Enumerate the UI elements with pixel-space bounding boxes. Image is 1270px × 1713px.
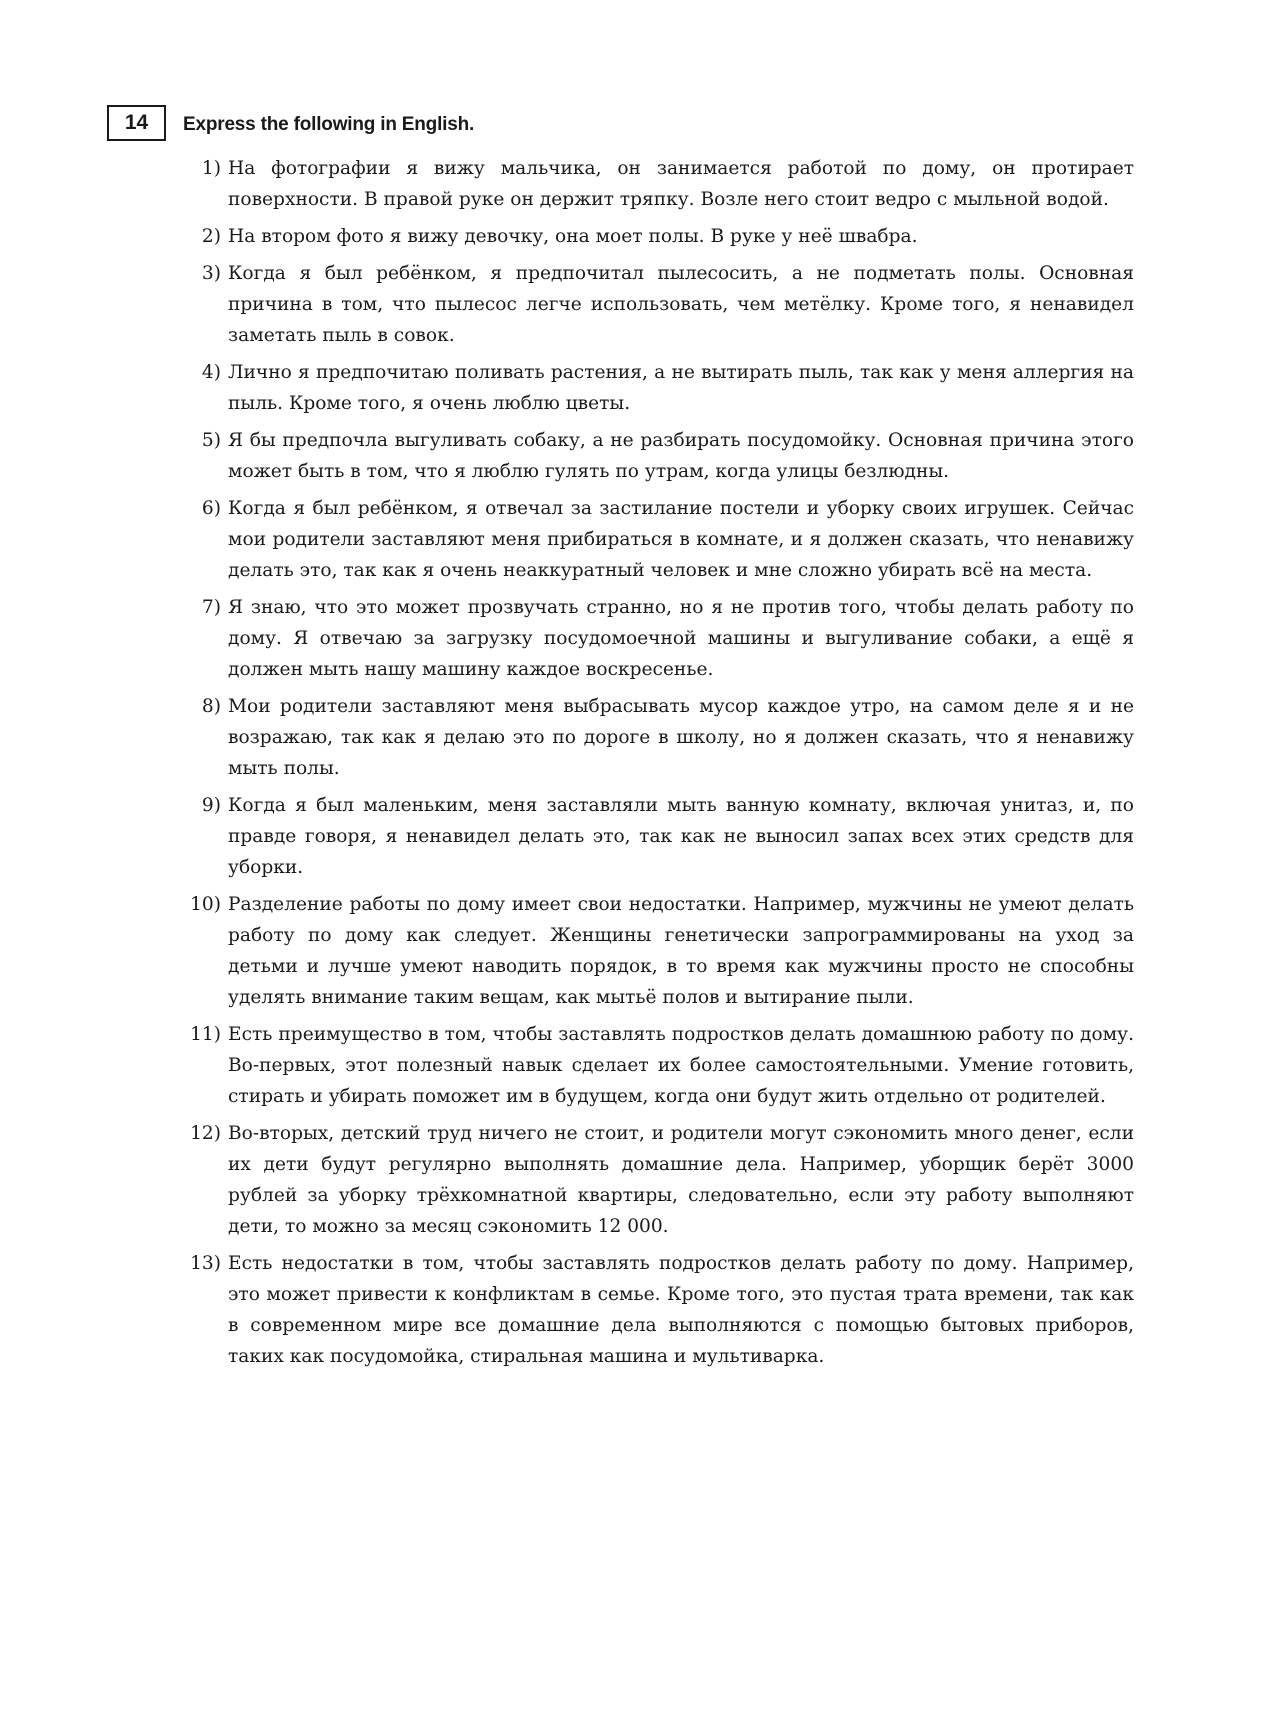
item-number: 4) [201, 362, 221, 383]
item-text: Я знаю, что это может прозвучать странно, но я не против того, чтобы делать работу по дому. Я отвечаю за загрузку посудомоечной машины и выгуливание собаки, а ещё я должен мыть нашу машину каждое воскресенье. [228, 597, 1134, 680]
exercise-instruction: Express the following in English. [183, 113, 475, 135]
list-item [178, 153, 1134, 215]
exercise-number-box: 14 [107, 105, 166, 141]
item-text: На фотографии я вижу мальчика, он занимается работой по дому, он протирает поверхности. В правой руке он держит тряпку. Возле него стоит ведро с мыльной водой. [228, 158, 1134, 210]
exercise-list [178, 153, 1134, 1378]
item-text: Когда я был ребёнком, я предпочитал пылесосить, а не подметать полы. Основная причина в том, что пылесос легче использовать, чем метёлку. Кроме того, я ненавидел заметать пыль в совок. [228, 263, 1134, 346]
item-text: Когда я был маленьким, меня заставляли мыть ванную комнату, включая унитаз, и, по правде говоря, я ненавидел делать это, так как не выносил запах всех этих средств для уборки. [228, 795, 1134, 878]
list-item [178, 790, 1134, 883]
list-item [178, 592, 1134, 685]
item-number: 1) [201, 158, 221, 179]
list-item [178, 1248, 1134, 1372]
item-number: 3) [201, 263, 221, 284]
item-text: Я бы предпочла выгуливать собаку, а не разбирать посудомойку. Основная причина этого может быть в том, что я люблю гулять по утрам, когда улицы безлюдны. [228, 430, 1134, 482]
item-number: 8) [201, 696, 221, 717]
list-item [178, 889, 1134, 1013]
item-text: На втором фото я вижу девочку, она моет полы. В руке у неё швабра. [228, 226, 918, 247]
list-item [178, 425, 1134, 487]
list-item [178, 1019, 1134, 1112]
item-text: Есть преимущество в том, чтобы заставлять подростков делать домашнюю работу по дому. Во-первых, этот полезный навык сделает их более самостоятельными. Умение готовить, стирать и убирать поможет им в будущем, когда они будут жить отдельно от родителей. [228, 1024, 1134, 1107]
item-text: Разделение работы по дому имеет свои недостатки. Например, мужчины не умеют делать работу по дому как следует. Женщины генетически запрограммированы на уход за детьми и лучше умеют наводить порядок, в то время как мужчины просто не способны уделять внимание таким вещам, как мытьё полов и вытирание пыли. [228, 894, 1134, 1008]
item-number: 10) [190, 894, 221, 915]
item-number: 5) [201, 430, 221, 451]
list-item [178, 357, 1134, 419]
list-item [178, 1118, 1134, 1242]
item-text: Во-вторых, детский труд ничего не стоит, и родители могут сэкономить много денег, если их дети будут регулярно выполнять домашние дела. Например, уборщик берёт 3000 рублей за уборку трёхкомнатной квартиры, следовательно, если эту работу выполняют дети, то можно за месяц сэкономить 12 000. [228, 1123, 1134, 1237]
item-text: Когда я был ребёнком, я отвечал за застилание постели и уборку своих игрушек. Сейчас мои родители заставляют меня прибираться в комнате, и я должен сказать, что ненавижу делать это, так как я очень неаккуратный человек и мне сложно убирать всё на места. [228, 498, 1134, 581]
item-text: Лично я предпочитаю поливать растения, а не вытирать пыль, так как у меня аллергия на пыль. Кроме того, я очень люблю цветы. [228, 362, 1134, 414]
exercise-header [107, 105, 474, 141]
list-item [178, 221, 1134, 252]
item-number: 11) [190, 1024, 221, 1045]
list-item [178, 493, 1134, 586]
list-item [178, 258, 1134, 351]
item-number: 7) [201, 597, 221, 618]
list-item [178, 691, 1134, 784]
item-number: 6) [201, 498, 221, 519]
item-number: 12) [190, 1123, 221, 1144]
item-number: 2) [201, 226, 221, 247]
item-text: Есть недостатки в том, чтобы заставлять подростков делать работу по дому. Например, это может привести к конфликтам в семье. Кроме того, это пустая трата времени, так как в современном мире все домашние дела выполняются с помощью бытовых приборов, таких как посудомойка, стиральная машина и мультиварка. [228, 1253, 1134, 1367]
item-number: 9) [201, 795, 221, 816]
item-text: Мои родители заставляют меня выбрасывать мусор каждое утро, на самом деле я и не возражаю, так как я делаю это по дороге в школу, но я должен сказать, что я ненавижу мыть полы. [228, 696, 1134, 779]
item-number: 13) [190, 1253, 221, 1274]
